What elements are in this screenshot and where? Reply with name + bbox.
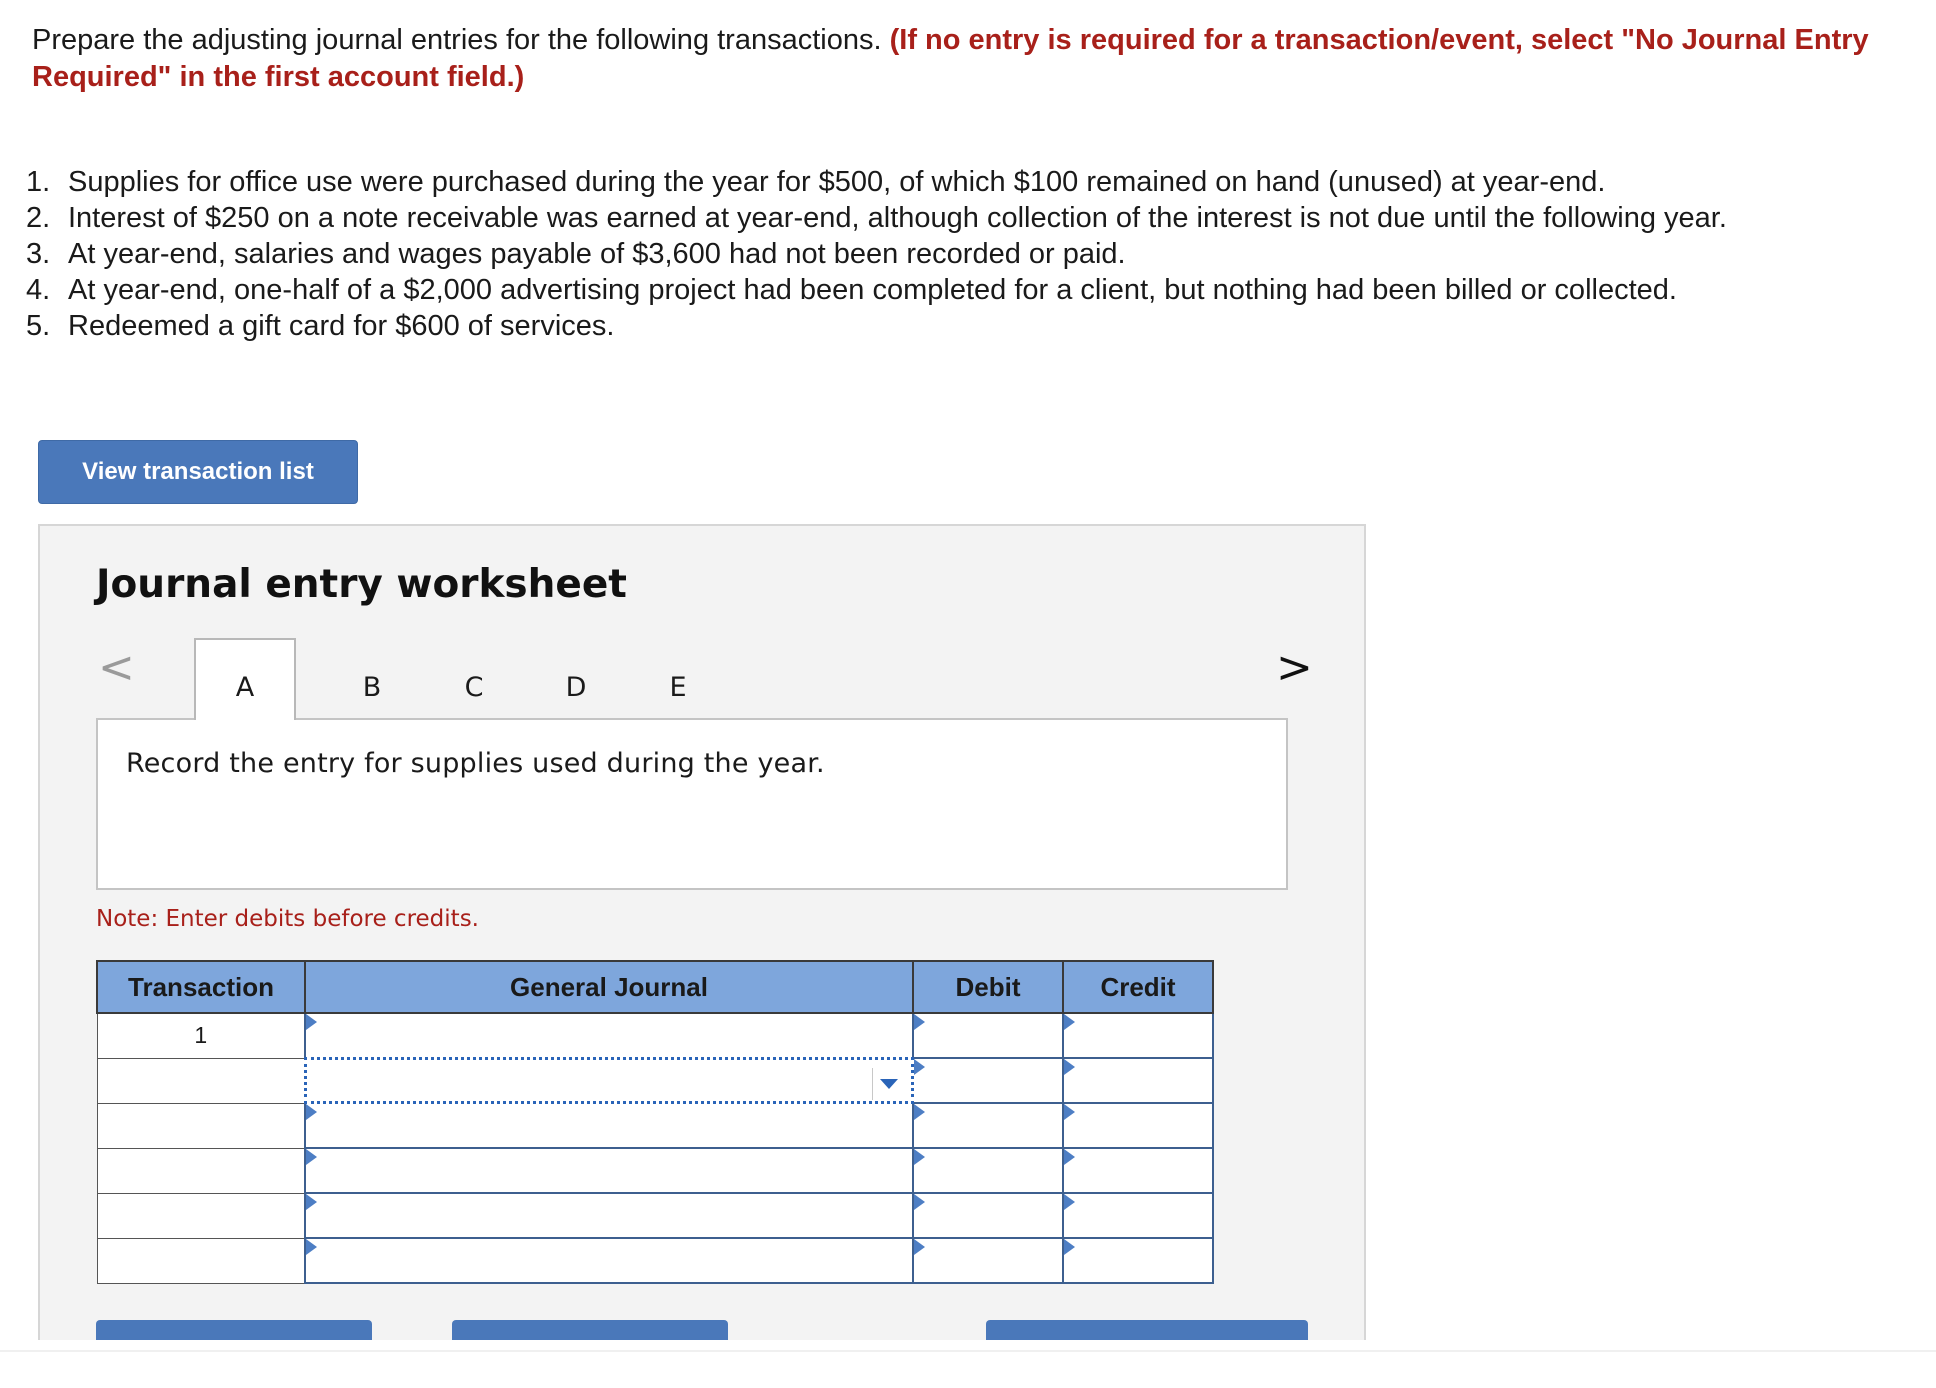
transaction-number: 3.	[26, 238, 51, 270]
tab-d[interactable]: D	[565, 672, 587, 703]
account-field[interactable]	[305, 1193, 913, 1238]
table-row	[97, 1148, 1213, 1193]
debit-field[interactable]	[913, 1148, 1063, 1193]
transaction-cell	[97, 1103, 305, 1148]
transaction-cell	[97, 1148, 305, 1193]
header-general-journal: General Journal	[305, 961, 913, 1013]
previous-icon[interactable]: <	[98, 642, 135, 693]
account-field[interactable]	[305, 1013, 913, 1058]
view-general-journal-button[interactable]	[986, 1320, 1308, 1340]
header-transaction: Transaction	[97, 961, 305, 1013]
cell-marker-icon	[914, 1059, 925, 1075]
cell-marker-icon	[914, 1194, 925, 1210]
credit-field[interactable]	[1063, 1193, 1213, 1238]
worksheet-title: Journal entry worksheet	[96, 562, 627, 607]
cell-marker-icon	[914, 1104, 925, 1120]
cell-marker-icon	[1064, 1059, 1075, 1075]
cell-marker-icon	[306, 1194, 317, 1210]
cell-marker-icon	[306, 1239, 317, 1255]
credit-field[interactable]	[1063, 1238, 1213, 1283]
cell-marker-icon	[1064, 1149, 1075, 1165]
instructions-emphasis: (If no entry is required for a transaction/event, select "No Journal Entry Required" in the first account field.)	[32, 24, 1869, 93]
cell-marker-icon	[1064, 1104, 1075, 1120]
transaction-cell	[97, 1058, 305, 1103]
cell-marker-icon	[306, 1104, 317, 1120]
entry-note: Note: Enter debits before credits.	[96, 906, 479, 932]
transaction-number: 2.	[26, 202, 51, 234]
transaction-text: At year-end, salaries and wages payable of $3,600 had not been recorded or paid.	[68, 238, 1126, 270]
cell-marker-icon	[1064, 1194, 1075, 1210]
journal-table	[96, 960, 1214, 1284]
account-dropdown-focus[interactable]	[304, 1057, 914, 1104]
entry-prompt-box	[96, 718, 1288, 890]
transaction-text: Supplies for office use were purchased during the year for $500, of which $100 remained on hand (unused) at year-end.	[68, 166, 1606, 198]
transaction-item	[26, 236, 1727, 272]
header-credit: Credit	[1063, 961, 1213, 1013]
header-debit: Debit	[913, 961, 1063, 1013]
transaction-number: 1.	[26, 166, 51, 198]
table-row	[97, 1238, 1213, 1283]
view-transaction-list-button[interactable]: View transaction list	[38, 440, 358, 504]
tab-e[interactable]: E	[669, 672, 687, 703]
cell-marker-icon	[1064, 1239, 1075, 1255]
debit-field[interactable]	[913, 1193, 1063, 1238]
page-divider	[0, 1350, 1936, 1352]
transaction-cell: 1	[97, 1013, 305, 1058]
account-field[interactable]	[305, 1103, 913, 1148]
transaction-number: 4.	[26, 274, 51, 306]
clear-entry-button[interactable]	[452, 1320, 728, 1340]
cell-marker-icon	[1064, 1014, 1075, 1030]
transaction-text: At year-end, one-half of a $2,000 advertising project had been completed for a client, but nothing had been billed or collected.	[68, 274, 1677, 306]
account-field[interactable]	[305, 1238, 913, 1283]
transaction-item	[26, 164, 1727, 200]
debit-field[interactable]	[913, 1058, 1063, 1103]
entry-prompt: Record the entry for supplies used during the year.	[126, 748, 825, 779]
transaction-text: Interest of $250 on a note receivable was earned at year-end, although collection of the interest is not due until the following year.	[68, 202, 1727, 234]
instructions-lead: Prepare the adjusting journal entries for the following transactions.	[32, 24, 882, 56]
transaction-list	[26, 164, 1727, 344]
transaction-item	[26, 272, 1727, 308]
tab-c[interactable]: C	[464, 672, 484, 703]
table-row	[97, 1193, 1213, 1238]
credit-field[interactable]	[1063, 1013, 1213, 1058]
debit-field[interactable]	[913, 1013, 1063, 1058]
instructions	[32, 22, 1912, 96]
debit-field[interactable]	[913, 1238, 1063, 1283]
credit-field[interactable]	[1063, 1058, 1213, 1103]
transaction-number: 5.	[26, 310, 51, 342]
transaction-text: Redeemed a gift card for $600 of services.	[68, 310, 615, 342]
debit-field[interactable]	[913, 1103, 1063, 1148]
table-row	[97, 1103, 1213, 1148]
table-row	[97, 1013, 1213, 1058]
cell-marker-icon	[306, 1014, 317, 1030]
transaction-item	[26, 308, 1727, 344]
record-entry-button[interactable]	[96, 1320, 372, 1340]
credit-field[interactable]	[1063, 1103, 1213, 1148]
dropdown-arrow-icon[interactable]	[872, 1068, 905, 1100]
cell-marker-icon	[914, 1149, 925, 1165]
tab-a[interactable]: A	[194, 638, 296, 720]
table-row	[97, 1058, 1213, 1103]
credit-field[interactable]	[1063, 1148, 1213, 1193]
transaction-cell	[97, 1193, 305, 1238]
account-dropdown[interactable]	[305, 1058, 913, 1103]
cell-marker-icon	[914, 1014, 925, 1030]
next-icon[interactable]: >	[1276, 642, 1313, 693]
cell-marker-icon	[306, 1149, 317, 1165]
account-field[interactable]	[305, 1148, 913, 1193]
tab-b[interactable]: B	[362, 672, 382, 703]
transaction-cell	[97, 1238, 305, 1283]
transaction-item	[26, 200, 1727, 236]
cell-marker-icon	[914, 1239, 925, 1255]
